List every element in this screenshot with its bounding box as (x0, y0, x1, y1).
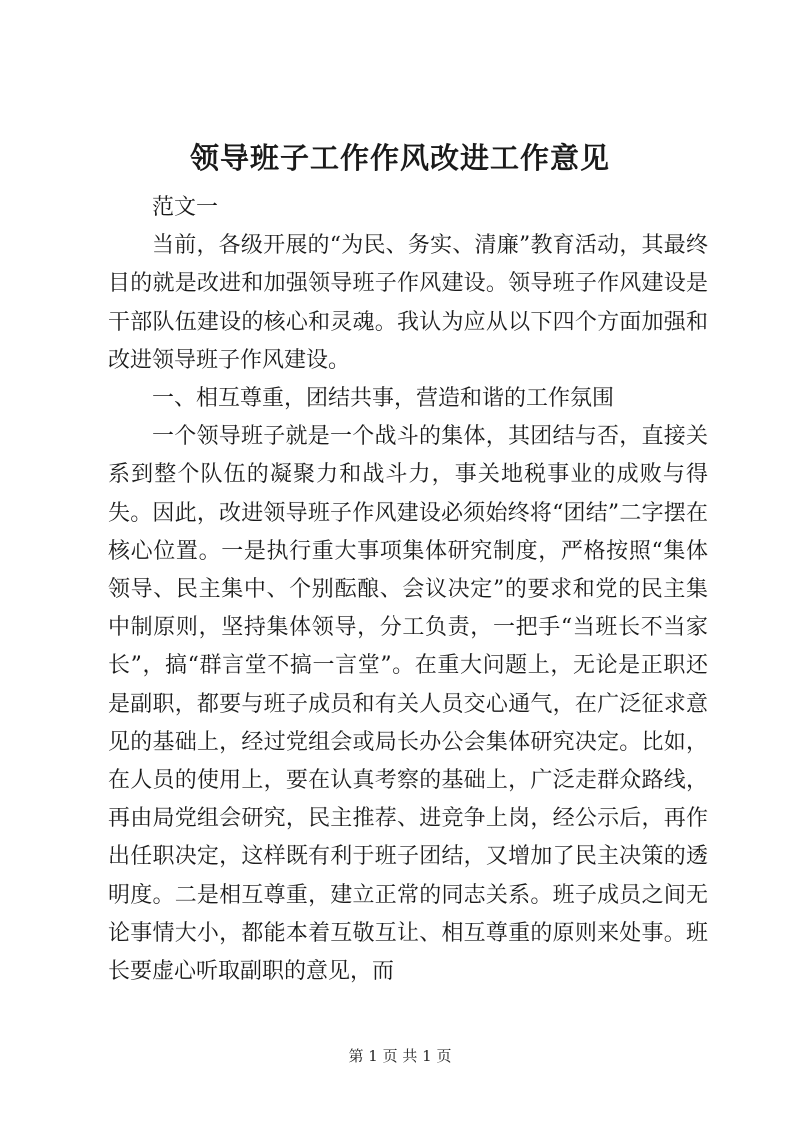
page-footer: 第 1 页 共 1 页 (348, 1047, 452, 1065)
section-heading-1: 一、相互尊重，团结共事，营造和谐的工作氛围 (152, 386, 615, 412)
document-title: 领导班子工作作风改进工作意见 (189, 141, 610, 175)
document-body (108, 189, 708, 991)
paragraph-section-1: 一个领导班子就是一个战斗的集体，其团结与否，直接关系到整个队伍的凝聚力和战斗力，事关地税事业的成败与得失。因此，改进领导班子作风建设必须始终将“团结”二字摆在核心位置。一是执行重大事项集体研究制度，严格按照“集体领导、民主集中、个别酝酿、会议决定”的要求和党的民主集中制原则，坚持集体领导，分工负责，一把手“当班长不当家长”，搞“群言堂不搞一言堂”。在重大问题上，无论是正职还是副职，都要与班子成员和有关人员交心通气，在广泛征求意见的基础上，经过党组会或局长办公会集体研究决定。比如，在人员的使用上，要在认真考察的基础上，广泛走群众路线，再由局党组会研究，民主推荐、进竞争上岗，经公示后，再作出任职决定，这样既有利于班子团结，又增加了民主决策的透明度。二是相互尊重，建立正常的同志关系。班子成员之间无论事情大小，都能本着互敬互让、相互尊重的原则来处事。班长要虚心听取副职的意见，而 (108, 424, 708, 985)
paragraph-intro: 当前，各级开展的“为民、务实、清廉”教育活动，其最终目的就是改进和加强领导班子作风建设。领导班子作风建设是干部队伍建设的核心和灵魂。我认为应从以下四个方面加强和改进领导班子作风建设。 (108, 233, 708, 373)
paragraph-sample-label: 范文一 (152, 195, 219, 220)
